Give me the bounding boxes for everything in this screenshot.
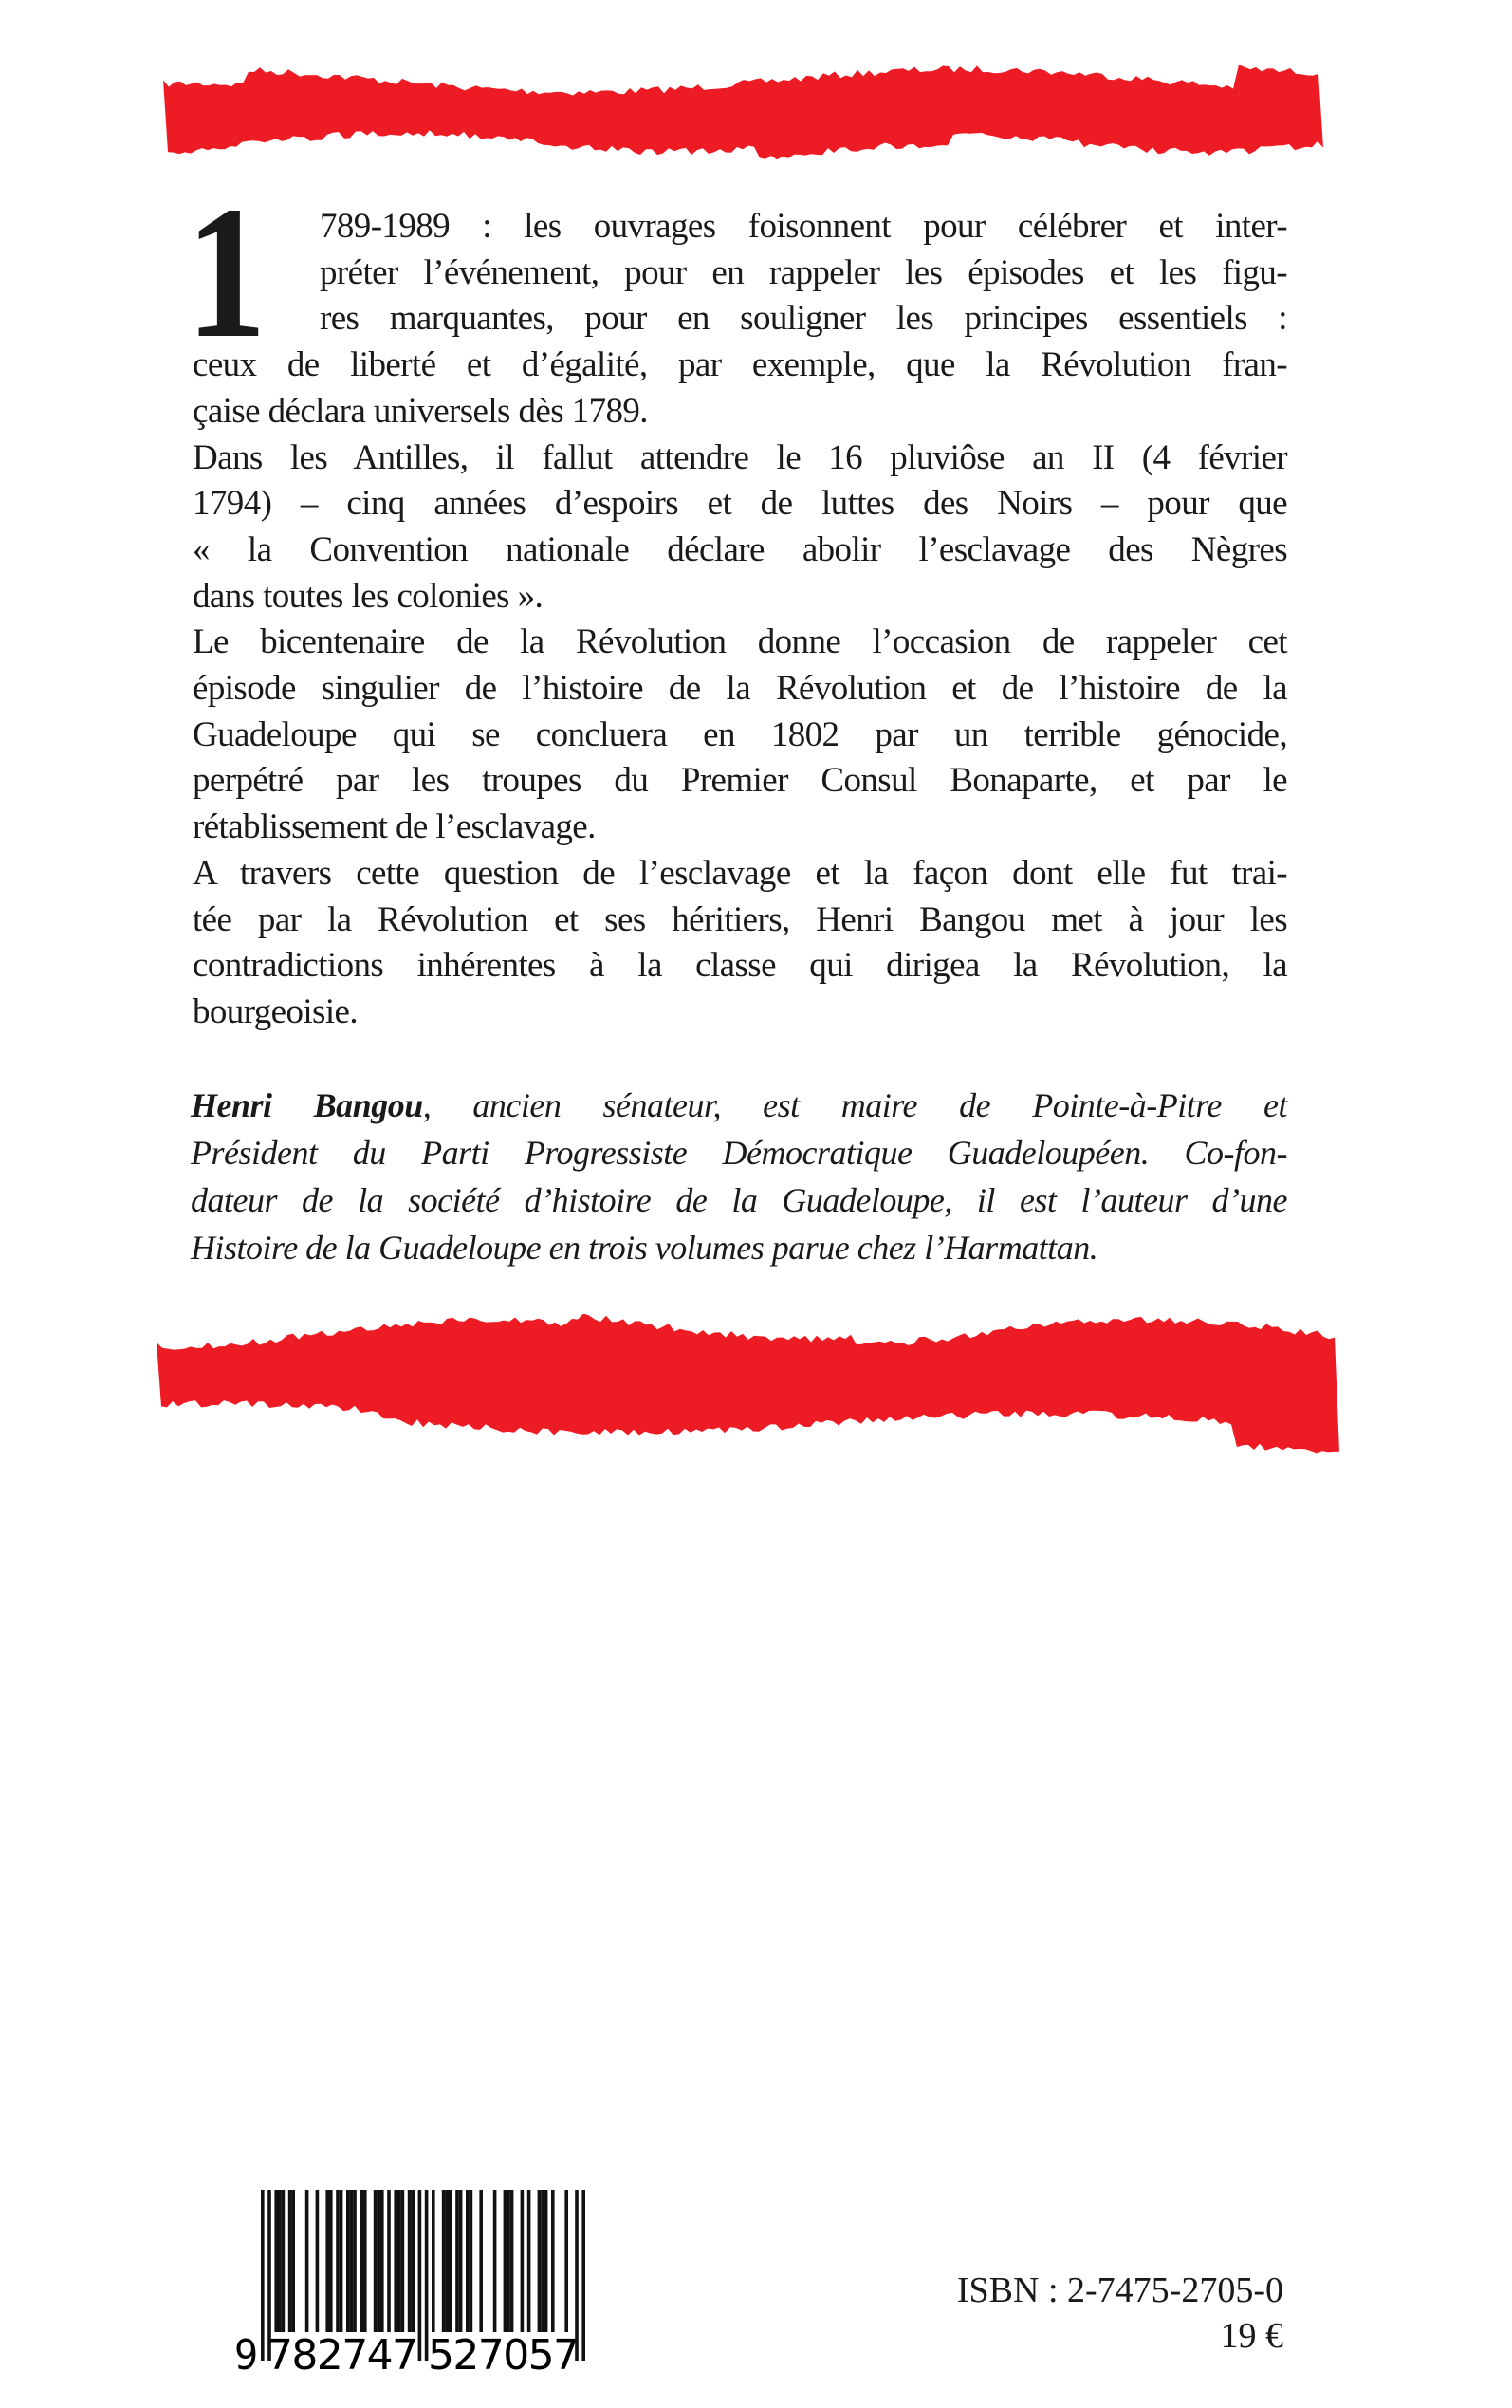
barcode-bar: [470, 2190, 473, 2332]
body-line: perpétré par les troupes du Premier Consul Bonaparte, et par le: [193, 761, 1287, 801]
barcode-left-digits: 782747: [267, 2331, 418, 2377]
barcode-bar: [504, 2190, 507, 2332]
barcode-right-digits: 527057: [428, 2331, 580, 2377]
body-line: dans toutes les colonies ».: [193, 576, 544, 616]
barcode-bar: [541, 2190, 544, 2332]
body-line: bourgeoisie.: [193, 991, 359, 1031]
barcode-bar: [387, 2190, 391, 2332]
barcode-bar: [418, 2190, 422, 2361]
isbn-barcode: [232, 2187, 631, 2377]
barcode-bar: [479, 2190, 483, 2332]
barcode-bar: [449, 2190, 452, 2332]
barcode-bar: [459, 2190, 463, 2332]
barcode-bar: [360, 2190, 363, 2332]
barcode-bar: [329, 2190, 333, 2332]
barcode-bar: [445, 2190, 449, 2332]
bio-line: Henri Bangou, ancien sénateur, est maire de Pointe-à-Pitre et: [191, 1086, 1287, 1124]
barcode-bar: [411, 2190, 415, 2332]
barcode-bar: [380, 2190, 384, 2332]
body-line: contradictions inhérentes à la classe qui dirigea la Révolution, la: [193, 946, 1287, 986]
body-line: Le bicentenaire de la Révolution donne l’occasion de rappeler cet: [193, 622, 1287, 662]
barcode-bar: [261, 2190, 265, 2361]
author-name: Henri Bangou: [191, 1086, 423, 1124]
barcode-bar: [493, 2190, 497, 2332]
barcode-bar: [442, 2190, 446, 2332]
barcode-bar: [564, 2190, 568, 2332]
barcode-bar: [336, 2190, 340, 2332]
barcode-bar: [274, 2190, 278, 2332]
isbn-number: ISBN : 2-7475-2705-0: [956, 2270, 1283, 2310]
barcode-bar: [544, 2190, 548, 2332]
body-line: A travers cette question de l’esclavage et la façon dont elle fut trai-: [193, 853, 1287, 893]
barcode-bar: [538, 2190, 542, 2332]
barcode-bar: [507, 2190, 510, 2332]
bio-line: Histoire de la Guadeloupe en trois volumes parue chez l’Harmattan.: [191, 1229, 1098, 1267]
barcode-bar: [363, 2190, 367, 2332]
barcode-bar: [346, 2190, 350, 2332]
barcode-bar: [278, 2190, 282, 2332]
red-torn-strip-bottom: [0, 1314, 1512, 1456]
barcode-bar: [377, 2190, 380, 2332]
body-line: res marquantes, pour en souligner les principes essentiels :: [320, 299, 1287, 339]
body-line: Dans les Antilles, il fallut attendre le 16 pluviôse an II (4 février: [193, 437, 1287, 477]
red-torn-strip-top: [0, 52, 1512, 166]
barcode-bar: [340, 2190, 343, 2332]
drop-cap: 1: [186, 168, 267, 378]
barcode-bar: [521, 2190, 525, 2332]
body-line: 789-1989 : les ouvrages foisonnent pour célébrer et inter-: [320, 207, 1287, 246]
body-line: épisode singulier de l’histoire de la Révolution et de l’histoire de la: [193, 669, 1287, 708]
bio-line: Président du Parti Progressiste Démocratique Guadeloupéen. Co-fon-: [191, 1134, 1287, 1172]
barcode-bar: [466, 2190, 470, 2332]
bio-line: dateur de la société d’histoire de la Guadeloupe, il est l’auteur d’une: [191, 1181, 1287, 1219]
barcode-bar: [374, 2190, 378, 2332]
body-line: çaise déclara universels dès 1789.: [193, 391, 648, 431]
body-line: ceux de liberté et d’égalité, par exemple, que la Révolution fran-: [193, 345, 1287, 385]
barcode-bar: [350, 2190, 354, 2332]
body-line: « la Convention nationale déclare abolir l’esclavage des Nègres: [193, 529, 1287, 569]
barcode-bar: [282, 2190, 286, 2332]
barcode-first-digit: 9: [234, 2331, 259, 2377]
barcode-bar: [394, 2190, 397, 2332]
barcode-bar: [408, 2190, 412, 2332]
body-line: 1794) – cinq années d’espoirs et de luttes des Noirs – pour que: [193, 484, 1287, 524]
barcode-bar: [291, 2190, 295, 2332]
barcode-bar: [527, 2190, 531, 2332]
barcode-bar: [353, 2190, 357, 2332]
barcode-bar: [288, 2190, 292, 2332]
body-line: Guadeloupe qui se concluera en 1802 par un terrible génocide,: [193, 714, 1287, 754]
barcode-bar: [316, 2190, 320, 2332]
body-line: préter l’événement, pour en rappeler les épisodes et les figu-: [320, 252, 1287, 292]
barcode-bar: [401, 2190, 405, 2332]
barcode-bar: [397, 2190, 401, 2332]
barcode-bar: [432, 2190, 435, 2332]
barcode-bar: [455, 2190, 459, 2332]
barcode-bar: [325, 2190, 329, 2332]
body-line: rétablissement de l’esclavage.: [193, 807, 596, 847]
barcode-bar: [510, 2190, 514, 2332]
barcode-bar: [581, 2190, 585, 2361]
body-line: tée par la Révolution et ses héritiers, Henri Bangou met à jour les: [193, 899, 1287, 939]
barcode-bar: [305, 2190, 309, 2332]
price: 19 €: [1220, 2316, 1283, 2356]
barcode-bar: [551, 2190, 555, 2332]
